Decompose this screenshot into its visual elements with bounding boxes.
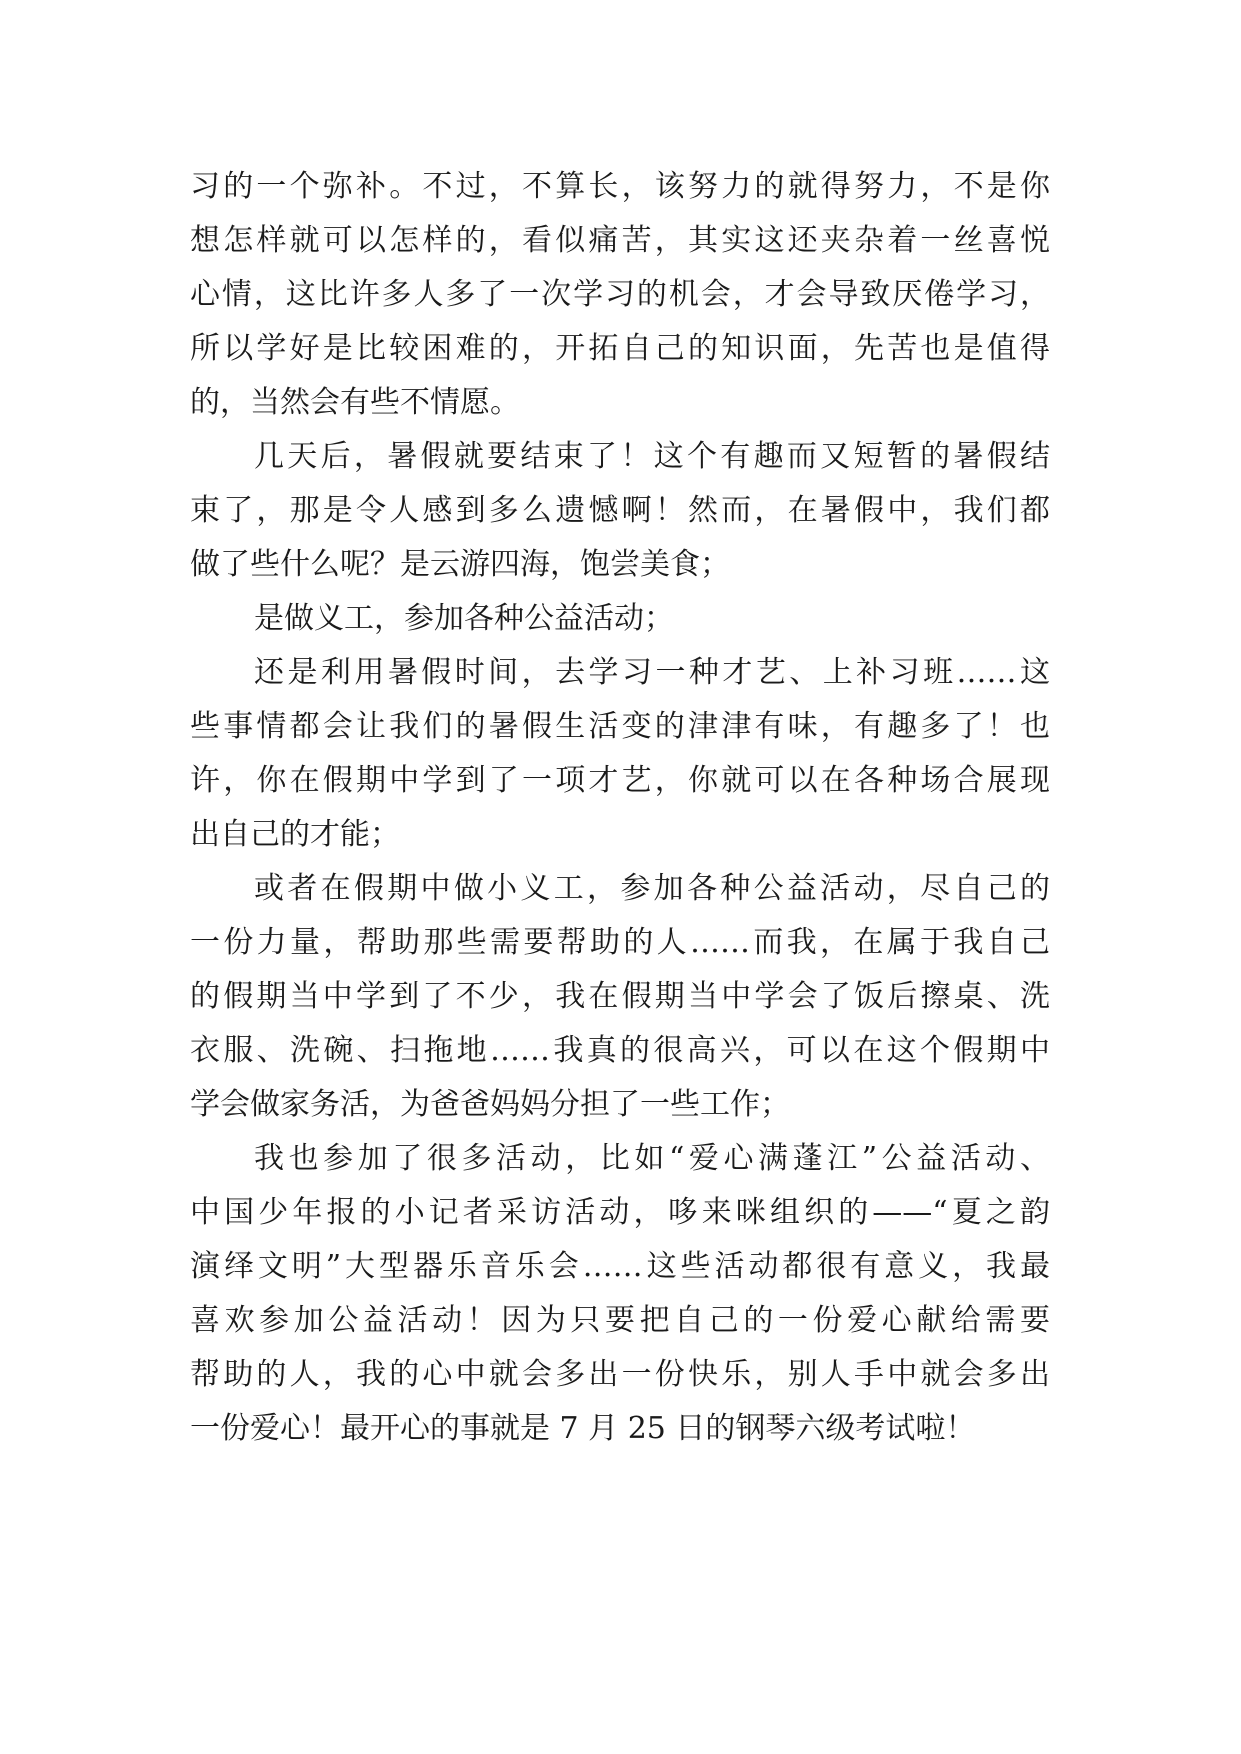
text-line: 所以学好是比较困难的，开拓自己的知识面，先苦也是值得 xyxy=(190,331,1050,366)
text-line: 习的一个弥补。不过，不算长，该努力的就得努力，不是你 xyxy=(190,169,1050,204)
text-line: 学会做家务活，为爸爸妈妈分担了一些工作； xyxy=(190,1087,790,1122)
paragraph xyxy=(190,1132,1050,1456)
text-line: 衣服、洗碗、扫拖地……我真的很高兴，可以在这个假期中 xyxy=(190,1033,1050,1068)
text-line: 帮助的人，我的心中就会多出一份快乐，别人手中就会多出 xyxy=(190,1357,1050,1392)
text-line: 中国少年报的小记者采访活动，哆来咪组织的——“夏之韵 xyxy=(190,1195,1050,1230)
paragraph xyxy=(190,160,1050,430)
paragraph xyxy=(190,430,1050,592)
text-line: 束了，那是令人感到多么遗憾啊！然而，在暑假中，我们都 xyxy=(190,493,1050,528)
document-body xyxy=(190,160,1050,1456)
paragraph xyxy=(190,862,1050,1132)
text-line: 或者在假期中做小义工，参加各种公益活动，尽自己的 xyxy=(254,871,1050,906)
text-line: 几天后，暑假就要结束了！这个有趣而又短暂的暑假结 xyxy=(254,439,1050,474)
text-line: 喜欢参加公益活动！因为只要把自己的一份爱心献给需要 xyxy=(190,1303,1050,1338)
text-line: 还是利用暑假时间，去学习一种才艺、上补习班……这 xyxy=(254,655,1050,690)
text-line: 心情，这比许多人多了一次学习的机会，才会导致厌倦学习， xyxy=(190,277,1050,312)
text-line: 演绎文明”大型器乐音乐会……这些活动都很有意义，我最 xyxy=(190,1249,1050,1284)
text-line: 些事情都会让我们的暑假生活变的津津有味，有趣多了！也 xyxy=(190,709,1050,744)
text-line: 出自己的才能； xyxy=(190,817,400,852)
paragraph xyxy=(190,646,1050,862)
text-line: 一份力量，帮助那些需要帮助的人……而我，在属于我自己 xyxy=(190,925,1050,960)
text-line: 的假期当中学到了不少，我在假期当中学会了饭后擦桌、洗 xyxy=(190,979,1050,1014)
text-line: 是做义工，参加各种公益活动； xyxy=(254,601,674,636)
paragraph xyxy=(190,592,1050,646)
text-line: 的，当然会有些不情愿。 xyxy=(190,385,520,420)
text-line: 做了些什么呢？是云游四海，饱尝美食； xyxy=(190,547,730,582)
text-line: 想怎样就可以怎样的，看似痛苦，其实这还夹杂着一丝喜悦 xyxy=(190,223,1050,258)
text-line: 一份爱心！最开心的事就是 7 月 25 日的钢琴六级考试啦！ xyxy=(190,1411,976,1446)
text-line: 我也参加了很多活动，比如“爱心满蓬江”公益活动、 xyxy=(254,1141,1050,1176)
text-line: 许，你在假期中学到了一项才艺，你就可以在各种场合展现 xyxy=(190,763,1050,798)
